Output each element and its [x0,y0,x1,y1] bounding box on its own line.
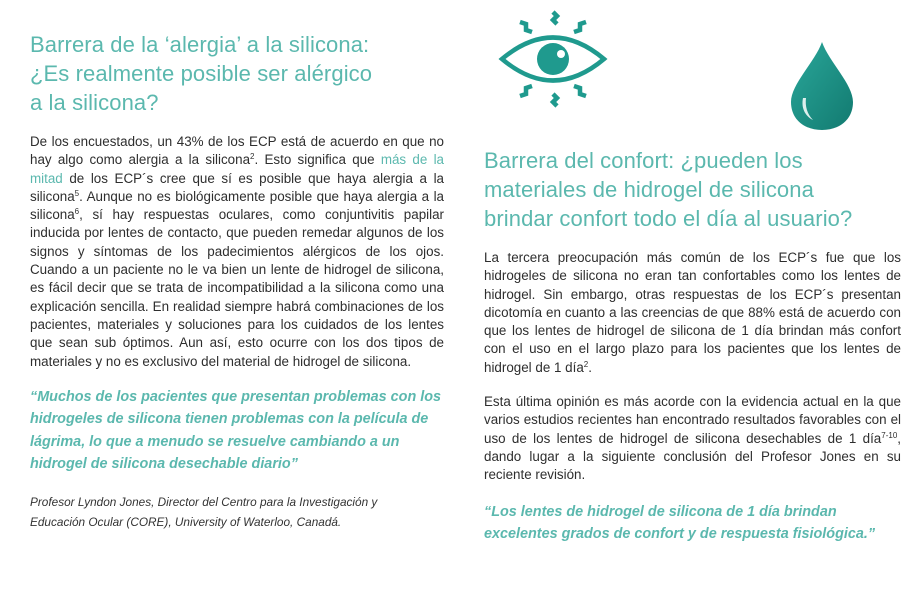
title-line: Barrera de la ‘alergia’ a la silicona: [30,32,370,57]
text-run: , dando lugar a la siguiente conclusión del Profesor Jones en su reciente revisión. [484,430,901,483]
text-run: De los encuestados, un 43% de los ECP está de acuerdo en que no hay algo como alergia a la silicona [30,134,444,168]
citation: 5 [74,188,80,198]
text-run: , sí hay respuestas oculares, como conjuntivitis papilar inducida por lentes de contacto, que pueden remedar algunos de los signos y síntomas de los padecimientos alérgicos de los ojos. Cuando a un paciente no le va bien un lente de hidrogel de silicona, es fácil decir que se trata de incompatibilidad a la silicona como una explicación sencilla. En realidad siempre habrá combinaciones de los pacientes, materiales y soluciones para los cuidados de los lentes que sean sub óptimos. Aun así, esto ocurre con los dos tipos de materiales y no es exclusivo del material de hidrogel de silicona. [30,207,444,369]
citation: 2 [250,152,255,162]
text-run: . [588,359,592,375]
water-drop-icon [789,40,855,132]
quote-line: excelentes grados de confort y de respuesta fisiológica.” [484,526,876,543]
highlight-text: más de la mitad [30,152,444,186]
allergy-barrier-title [30,30,410,117]
title-line: ¿Es realmente posible ser alérgico [30,61,373,86]
citation: 2 [583,359,589,369]
right-column [484,146,901,546]
text-run: La tercera preocupación más común de los ECP´s fue que los hidrogeles de silicona no eran tan confortables como los lentes de hidrogel. Sin embargo, otras respuestas de los ECP´s presentan dicotomía en cuanto a las creencias de que 88% está de acuerdo con que los lentes de hidrogel de silicona de 1 día brindan más confort con el uso en el largo plazo para los pacientes que los lentes de hidrogel de 1 día [484,250,901,375]
title-line: a la silicona? [30,90,159,115]
attribution-line: Profesor Lyndon Jones, Director del Centro para la Investigación y [30,494,378,509]
left-column [30,30,444,532]
title-line: Barrera del confort: ¿pueden los [484,148,803,173]
allergy-paragraph [30,133,444,371]
pull-quote: “Muchos de los pacientes que presentan problemas con los hidrogeles de silicona tienen problemas con la película de lágrima, lo que a menudo se resuelve cambiando a un hidrogel de silicona desechable diario” [30,388,442,473]
title-line: materiales de hidrogel de silicona [484,177,814,202]
quote-attribution [30,492,444,532]
comfort-paragraph-2 [484,393,901,484]
pull-quote [484,501,901,546]
citation: 6 [74,207,80,217]
text-run: de los ECP´s cree que sí es posible que haya alergia a la silicona [30,170,444,204]
text-run: . Aunque no es biológicamente posible que haya alergia a la silicona [30,188,444,223]
attribution-line: Educación Ocular (CORE), University of Waterloo, Canadá. [30,514,342,529]
title-line: brindar confort todo el día al usuario? [484,206,853,231]
quote-line: “Los lentes de hidrogel de silicona de 1 día brindan [484,503,837,520]
text-run: . Esto significa que [254,152,381,168]
text-run: Esta última opinión es más acorde con la evidencia actual en la que varios estudios recientes han encontrado resultados favorables con el uso de los lentes de hidrogel de silicona desechables de 1 día [484,394,901,446]
citation: 7-10 [881,430,898,440]
eye-with-rays-icon [498,6,610,114]
comfort-barrier-title [484,146,901,233]
comfort-paragraph-1 [484,249,901,377]
